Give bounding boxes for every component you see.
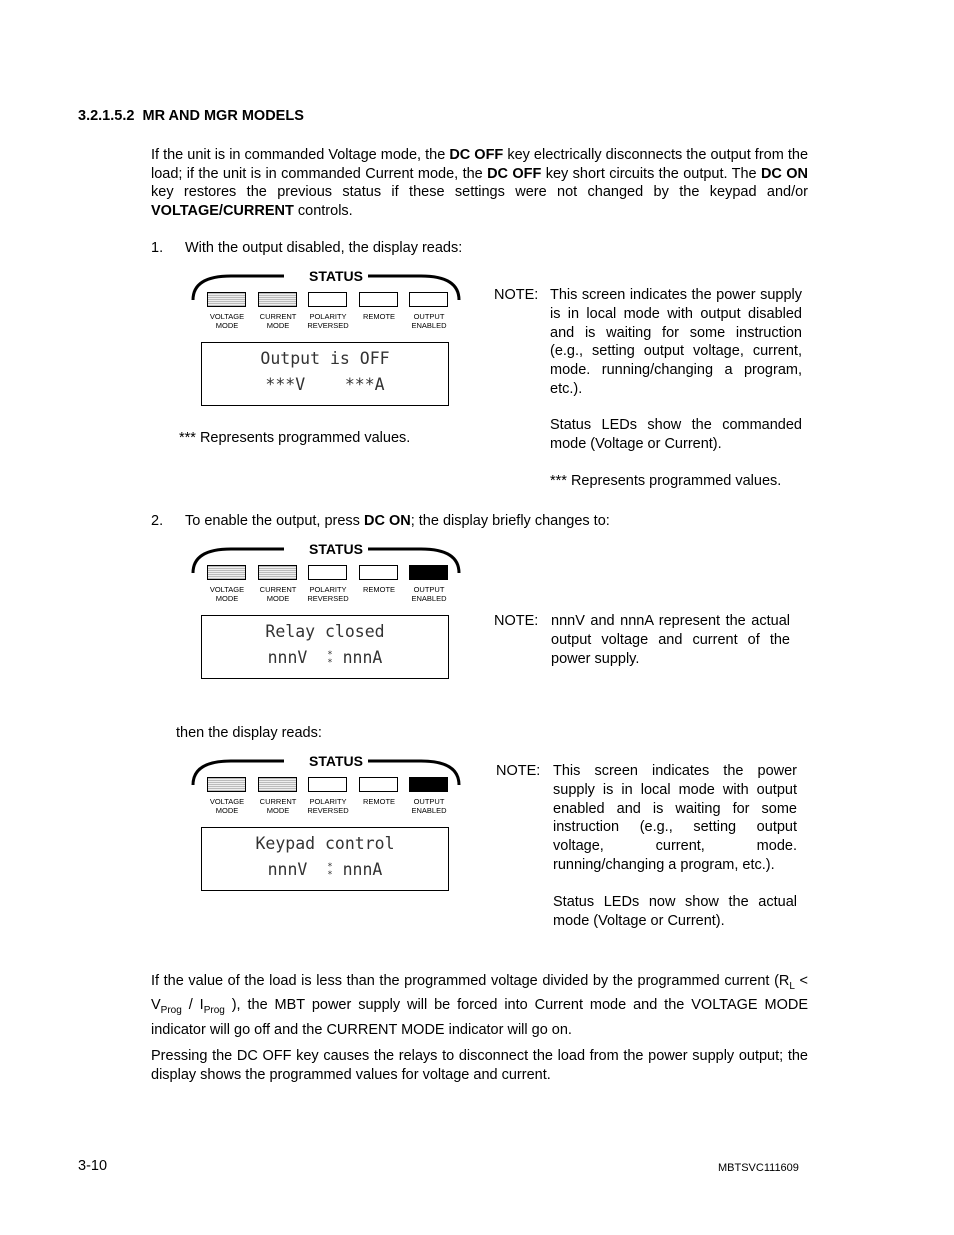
intro-text-segment: key short circuits the output. The <box>541 165 761 182</box>
led-output-indicator <box>409 292 448 307</box>
led-label-line-2: ENABLED <box>411 321 447 330</box>
status-display-panel-relay-closed <box>201 541 481 681</box>
load-subscript-prog-v: Prog <box>160 1005 182 1017</box>
star-glyph: * <box>327 657 333 668</box>
load-paragraph-mid2: / I <box>181 997 204 1014</box>
step-1-text: With the output disabled, the display reads: <box>185 240 463 256</box>
load-subscript-l: L <box>789 980 795 992</box>
led-label <box>399 797 459 815</box>
led-label-line-1: POLARITY <box>309 585 347 594</box>
led-voltage-indicator <box>207 777 246 792</box>
led-label-line-1: REMOTE <box>362 585 396 594</box>
led-label-line-2: MODE <box>215 806 239 815</box>
load-paragraph-pre: If the value of the load is less than the programmed voltage divided by the programmed current (R <box>151 973 790 989</box>
intro-text-segment: controls. <box>293 202 353 219</box>
note-3 <box>496 762 806 932</box>
led-current-indicator <box>258 565 297 580</box>
intro-text-segment: key electrically disconnects the output from the load; if the unit is in commanded Current mode, the <box>151 147 809 182</box>
section-heading: 3.2.1.5.2 MR AND MGR MODELS <box>78 108 304 124</box>
led-remote-indicator <box>359 777 398 792</box>
step-1-number: 1. <box>151 240 164 256</box>
led-label-line-2: REVERSED <box>307 321 349 330</box>
note-1-para-1: This screen indicates the power supply is in local mode with output disabled and is waiting for some instruction (e.g., setting output voltage, current, mode. running/changing a program, etc.). <box>550 287 802 397</box>
led-current-indicator <box>258 292 297 307</box>
led-label-line-2: MODE <box>215 594 239 603</box>
lcd-display-keypad-control <box>201 827 449 891</box>
led-label-line-1: VOLTAGE <box>209 797 245 806</box>
led-label-line-1: VOLTAGE <box>209 585 245 594</box>
lcd-line-2 <box>202 860 448 879</box>
lcd-separator-stars <box>327 863 332 879</box>
page-number: 3-10 <box>78 1158 108 1174</box>
note-3-para-2: Status LEDs now show the actual mode (Voltage or Current). <box>553 894 797 929</box>
led-label-line-2: ENABLED <box>411 594 447 603</box>
load-subscript-prog-i: Prog <box>203 1005 225 1017</box>
led-label-line-2: REVERSED <box>307 806 349 815</box>
led-polarity-indicator <box>308 777 347 792</box>
star-glyph: * <box>327 861 333 872</box>
lcd-separator-stars <box>327 651 332 667</box>
note-2 <box>494 612 804 672</box>
lcd-line-1: Keypad control <box>255 834 395 853</box>
led-label-line-1: CURRENT <box>259 797 297 806</box>
step-2-number: 2. <box>151 513 164 529</box>
note-2-para-1: nnnV and nnnA represent the actual output voltage and current of the power supply. <box>551 613 790 667</box>
led-label-line-1: OUTPUT <box>413 312 445 321</box>
document-id: MBTSVC111609 <box>718 1162 799 1174</box>
led-remote-indicator <box>359 292 398 307</box>
led-label-line-2: MODE <box>215 321 239 330</box>
lcd-line-1: Output is OFF <box>260 349 390 368</box>
note-1-para-3: *** Represents programmed values. <box>550 473 782 489</box>
intro-key-name: VOLTAGE/CURRENT <box>151 202 294 219</box>
led-label-line-1: REMOTE <box>362 797 396 806</box>
load-paragraph-mid1: < V <box>151 973 809 1014</box>
note-3-para-1: This screen indicates the power supply is in local mode with output enabled and is waiting for some instruction (e.g., setting output voltage, current, mode. running/changing a program, etc.). <box>553 763 797 873</box>
led-label <box>399 312 459 330</box>
lcd-display-relay-closed <box>201 615 449 679</box>
led-label-line-2: MODE <box>266 321 290 330</box>
dc-off-paragraph: Pressing the DC OFF key causes the relays to disconnect the load from the power supply output; the display shows the programmed values for voltage and current. <box>151 1048 808 1083</box>
led-polarity-indicator <box>308 565 347 580</box>
led-label-line-1: OUTPUT <box>413 797 445 806</box>
note-3-label: NOTE: <box>496 763 541 779</box>
step-2-text-post: ; the display briefly changes to: <box>410 513 610 529</box>
lcd-line-2: ***V ***A <box>265 375 385 394</box>
then-display-reads-text: then the display reads: <box>176 725 322 741</box>
lcd-display-output-is-off <box>201 342 449 406</box>
led-label-line-1: CURRENT <box>259 312 297 321</box>
led-output-indicator <box>409 565 448 580</box>
lcd-voltage-value: nnnV <box>267 860 308 879</box>
led-remote-indicator <box>359 565 398 580</box>
lcd-voltage-value: nnnV <box>267 648 308 667</box>
note-1 <box>494 286 804 496</box>
intro-key-name: DC ON <box>760 165 808 182</box>
star-glyph: * <box>327 649 333 660</box>
led-polarity-indicator <box>308 292 347 307</box>
led-label-line-2: MODE <box>266 594 290 603</box>
note-1-para-2: Status LEDs show the commanded mode (Voltage or Current). <box>550 417 802 452</box>
led-voltage-indicator <box>207 292 246 307</box>
load-condition-paragraph <box>151 972 808 1040</box>
intro-paragraph <box>151 146 808 220</box>
status-title: STATUS <box>309 541 363 557</box>
intro-key-name: DC OFF <box>487 165 542 182</box>
status-title: STATUS <box>309 753 363 769</box>
lcd-current-value: nnnA <box>342 860 383 879</box>
step-2-text-pre: To enable the output, press <box>185 513 364 529</box>
led-label-line-1: REMOTE <box>362 312 396 321</box>
lcd-line-1: Relay closed <box>265 622 385 641</box>
led-label-line-2: REVERSED <box>307 594 349 603</box>
status-title: STATUS <box>309 268 363 284</box>
led-label-line-1: POLARITY <box>309 797 347 806</box>
intro-key-name: DC OFF <box>449 147 504 163</box>
intro-text-segment: If the unit is in commanded Voltage mode, the <box>151 147 450 163</box>
load-paragraph-post: ), the MBT power supply will be forced into Current mode and the VOLTAGE MODE indicator will go off and the CURRENT MODE indicator will go on. <box>151 997 808 1038</box>
step-2-text-bold: DC ON <box>363 513 411 529</box>
status-display-panel-output-off <box>201 268 481 408</box>
note-1-label: NOTE: <box>494 287 539 303</box>
status-display-panel-keypad-control <box>201 753 481 893</box>
led-label-line-1: VOLTAGE <box>209 312 245 321</box>
star-glyph: * <box>327 869 333 880</box>
lcd-line-2 <box>202 648 448 667</box>
led-voltage-indicator <box>207 565 246 580</box>
led-label <box>399 585 459 603</box>
led-current-indicator <box>258 777 297 792</box>
step-2-text <box>185 513 610 529</box>
led-label-line-1: OUTPUT <box>413 585 445 594</box>
led-label-line-1: POLARITY <box>309 312 347 321</box>
led-output-indicator <box>409 777 448 792</box>
led-label-line-1: CURRENT <box>259 585 297 594</box>
led-label-line-2: ENABLED <box>411 806 447 815</box>
lcd-current-value: nnnA <box>342 648 383 667</box>
led-label-line-2: MODE <box>266 806 290 815</box>
represents-programmed-note: *** Represents programmed values. <box>179 430 411 446</box>
intro-text-segment: key restores the previous status if these settings were not changed by the keypad and/or <box>151 184 808 201</box>
note-2-label: NOTE: <box>494 613 539 629</box>
